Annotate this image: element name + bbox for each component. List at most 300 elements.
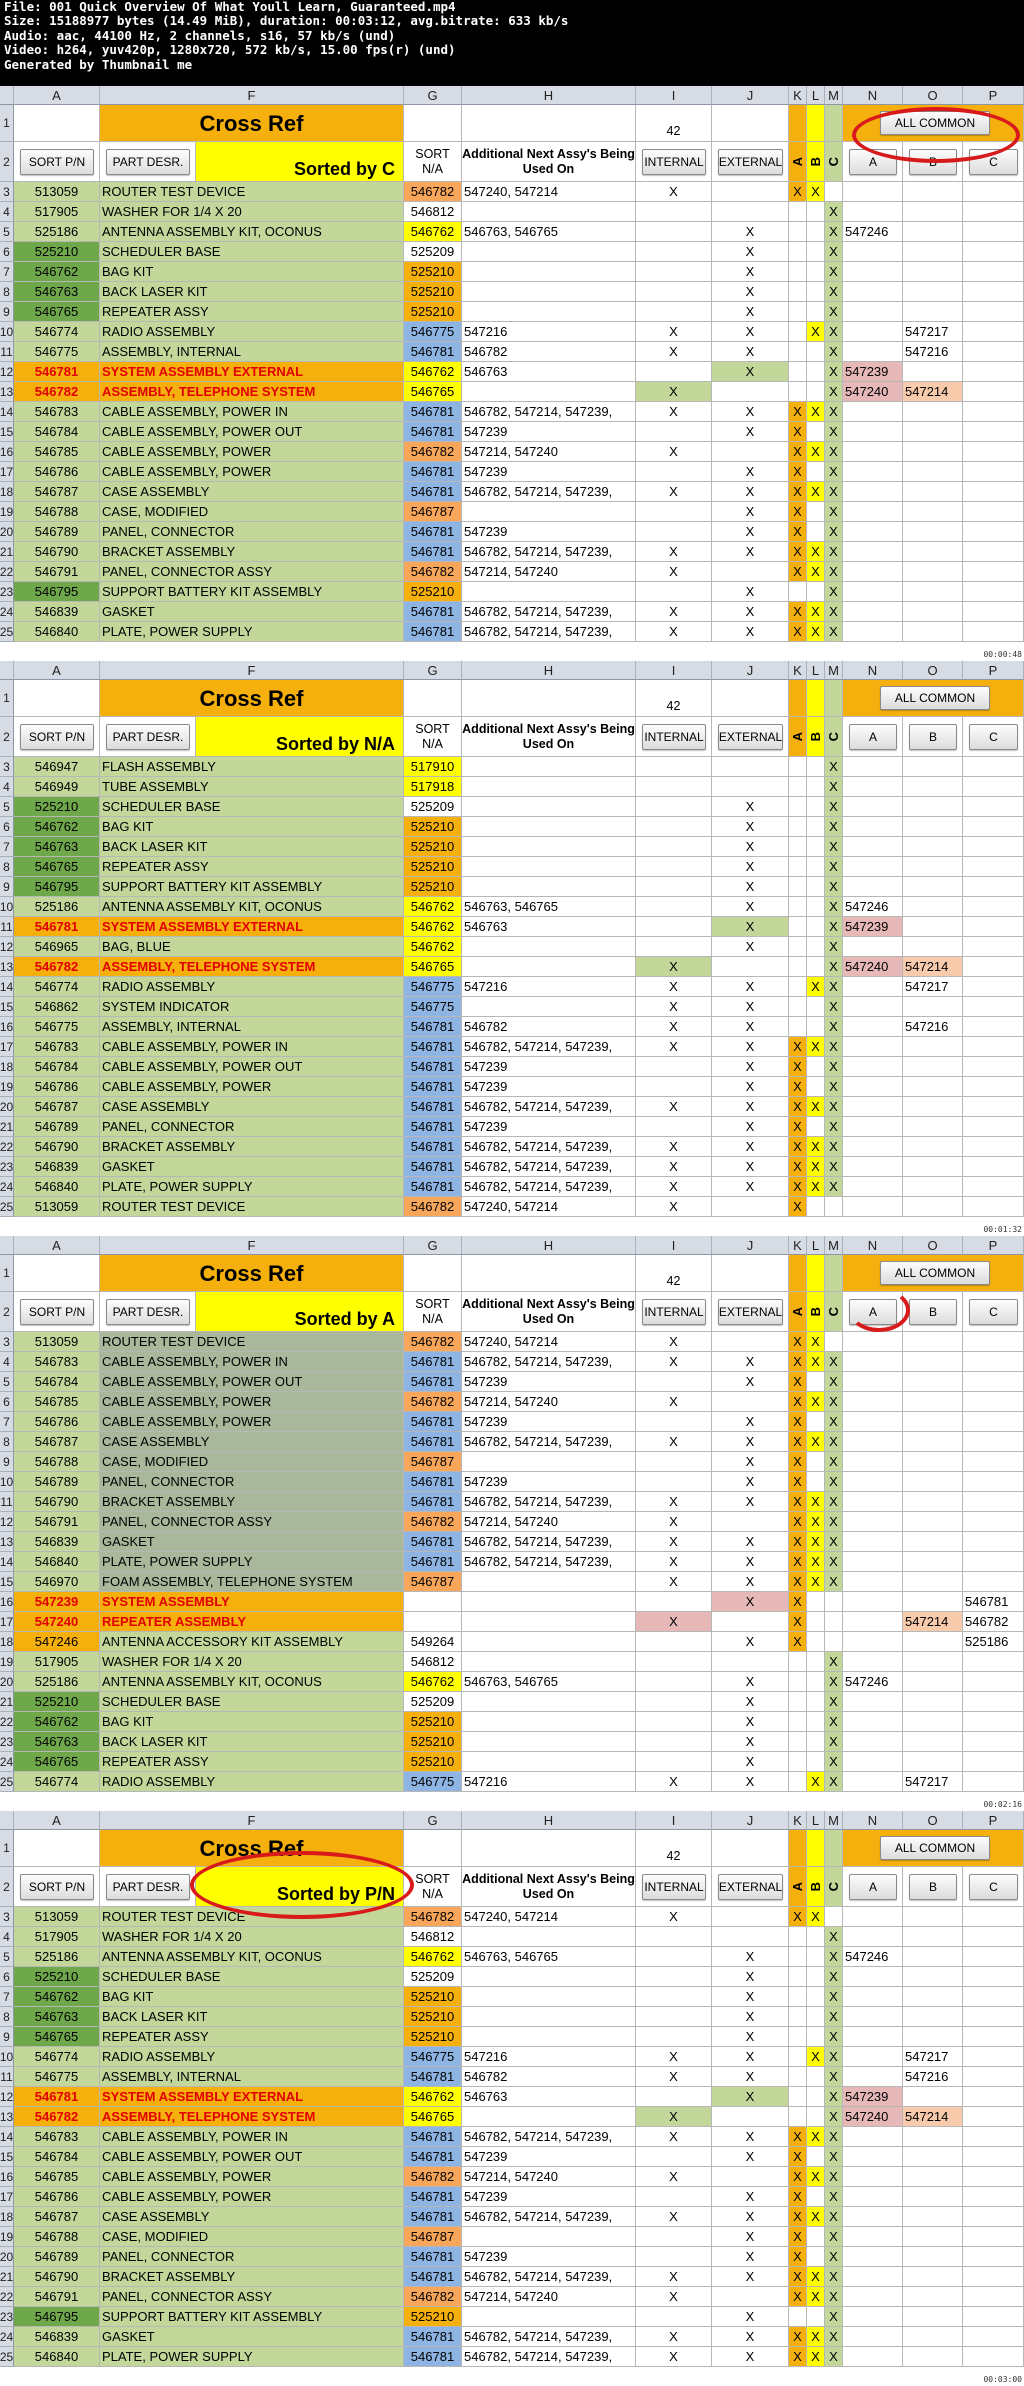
match-a-cell[interactable] xyxy=(843,342,903,362)
part-number-cell[interactable]: 546839 xyxy=(14,2327,100,2347)
internal-cell[interactable]: X xyxy=(636,602,712,622)
flag-b-cell[interactable]: X xyxy=(807,1432,825,1452)
flag-a-cell[interactable] xyxy=(789,582,807,602)
flag-b-cell[interactable] xyxy=(807,242,825,262)
internal-cell[interactable] xyxy=(636,1472,712,1492)
column-header-A[interactable]: A xyxy=(14,1236,100,1255)
filter-a-button[interactable]: A xyxy=(849,149,897,175)
match-a-cell[interactable] xyxy=(843,997,903,1017)
flag-a-cell[interactable]: X xyxy=(789,1097,807,1117)
flag-a-cell[interactable] xyxy=(789,897,807,917)
flag-b-cell[interactable] xyxy=(807,2107,825,2127)
match-c-cell[interactable] xyxy=(963,1432,1024,1452)
match-b-cell[interactable] xyxy=(903,1592,963,1612)
external-cell[interactable]: X xyxy=(712,2087,789,2107)
match-c-cell[interactable] xyxy=(963,1412,1024,1432)
match-a-cell[interactable] xyxy=(843,1532,903,1552)
flag-b-cell[interactable] xyxy=(807,1632,825,1652)
internal-cell[interactable] xyxy=(636,1632,712,1652)
flag-b-cell[interactable]: X xyxy=(807,1572,825,1592)
match-c-cell[interactable] xyxy=(963,2087,1024,2107)
flag-b-cell[interactable] xyxy=(807,1947,825,1967)
match-b-cell[interactable] xyxy=(903,1652,963,1672)
match-a-cell[interactable] xyxy=(843,2327,903,2347)
match-c-cell[interactable] xyxy=(963,2047,1024,2067)
match-b-cell[interactable] xyxy=(903,1947,963,1967)
row-header[interactable]: 19 xyxy=(0,1652,14,1672)
match-b-cell[interactable] xyxy=(903,1177,963,1197)
filter-a-button[interactable]: A xyxy=(849,1874,897,1900)
internal-cell[interactable]: X xyxy=(636,957,712,977)
row-header[interactable]: 25 xyxy=(0,1197,14,1217)
flag-c-cell[interactable]: X xyxy=(825,2307,843,2327)
part-number-cell[interactable]: 546784 xyxy=(14,1372,100,1392)
match-b-cell[interactable] xyxy=(903,2347,963,2367)
match-a-cell[interactable] xyxy=(843,422,903,442)
match-c-cell[interactable] xyxy=(963,817,1024,837)
sort-na-header[interactable]: SORT N/A xyxy=(404,717,462,757)
sort-na-cell[interactable]: 546765 xyxy=(404,382,462,402)
row-header[interactable]: 2 xyxy=(0,717,14,757)
match-b-cell[interactable] xyxy=(903,1057,963,1077)
internal-cell[interactable] xyxy=(636,422,712,442)
flag-c-cell[interactable]: X xyxy=(825,1017,843,1037)
part-number-cell[interactable]: 546785 xyxy=(14,1392,100,1412)
flag-c-cell[interactable]: X xyxy=(825,1712,843,1732)
flag-b-cell[interactable] xyxy=(807,1967,825,1987)
sort-na-cell[interactable]: 525210 xyxy=(404,837,462,857)
flag-a-cell[interactable]: X xyxy=(789,482,807,502)
row-header[interactable]: 25 xyxy=(0,1772,14,1792)
row-header[interactable]: 7 xyxy=(0,262,14,282)
sort-na-cell[interactable]: 525209 xyxy=(404,242,462,262)
external-cell[interactable]: X xyxy=(712,1492,789,1512)
match-b-cell[interactable] xyxy=(903,2267,963,2287)
part-number-cell[interactable]: 546784 xyxy=(14,422,100,442)
match-a-cell[interactable]: 547246 xyxy=(843,897,903,917)
match-a-cell[interactable] xyxy=(843,182,903,202)
row-header[interactable]: 8 xyxy=(0,2007,14,2027)
part-number-cell[interactable]: 546788 xyxy=(14,502,100,522)
external-cell[interactable] xyxy=(712,382,789,402)
external-cell[interactable] xyxy=(712,202,789,222)
external-cell[interactable] xyxy=(712,777,789,797)
flag-c-cell[interactable]: X xyxy=(825,342,843,362)
flag-c-cell[interactable]: X xyxy=(825,2207,843,2227)
external-cell[interactable]: X xyxy=(712,917,789,937)
flag-c-cell[interactable]: X xyxy=(825,1672,843,1692)
flag-c-cell[interactable]: X xyxy=(825,422,843,442)
flag-c-cell[interactable]: X xyxy=(825,817,843,837)
internal-cell[interactable] xyxy=(636,522,712,542)
flag-a-cell[interactable]: X xyxy=(789,1472,807,1492)
sort-na-cell[interactable]: 546775 xyxy=(404,1772,462,1792)
match-a-cell[interactable] xyxy=(843,1987,903,2007)
flag-a-cell[interactable]: X xyxy=(789,1907,807,1927)
internal-cell[interactable]: X xyxy=(636,1512,712,1532)
flag-b-cell[interactable] xyxy=(807,2027,825,2047)
match-b-cell[interactable] xyxy=(903,1452,963,1472)
sort-pn-button[interactable]: SORT P/N xyxy=(20,724,94,750)
row-header[interactable]: 17 xyxy=(0,2187,14,2207)
match-a-cell[interactable] xyxy=(843,1652,903,1672)
flag-a-cell[interactable]: X xyxy=(789,602,807,622)
internal-button[interactable]: INTERNAL xyxy=(642,149,706,175)
flag-b-cell[interactable] xyxy=(807,817,825,837)
row-header[interactable]: 19 xyxy=(0,1077,14,1097)
part-number-cell[interactable]: 546783 xyxy=(14,2127,100,2147)
flag-a-cell[interactable] xyxy=(789,937,807,957)
match-b-cell[interactable] xyxy=(903,182,963,202)
column-header-N[interactable]: N xyxy=(843,1236,903,1255)
flag-c-cell[interactable]: X xyxy=(825,2267,843,2287)
match-b-cell[interactable] xyxy=(903,857,963,877)
row-header[interactable]: 15 xyxy=(0,1572,14,1592)
match-c-cell[interactable] xyxy=(963,1492,1024,1512)
match-b-cell[interactable] xyxy=(903,1907,963,1927)
internal-cell[interactable] xyxy=(636,2147,712,2167)
match-a-cell[interactable] xyxy=(843,1492,903,1512)
match-b-cell[interactable] xyxy=(903,997,963,1017)
part-number-cell[interactable]: 546862 xyxy=(14,997,100,1017)
flag-c-cell[interactable]: X xyxy=(825,1512,843,1532)
internal-cell[interactable] xyxy=(636,262,712,282)
external-cell[interactable] xyxy=(712,757,789,777)
sort-na-cell[interactable]: 525210 xyxy=(404,262,462,282)
part-number-cell[interactable]: 546786 xyxy=(14,462,100,482)
part-number-cell[interactable]: 546789 xyxy=(14,1472,100,1492)
flag-a-cell[interactable]: X xyxy=(789,1157,807,1177)
flag-b-cell[interactable] xyxy=(807,1652,825,1672)
sort-na-cell[interactable]: 546781 xyxy=(404,1077,462,1097)
row-header[interactable]: 1 xyxy=(0,680,14,717)
match-b-cell[interactable] xyxy=(903,262,963,282)
match-a-cell[interactable] xyxy=(843,202,903,222)
part-number-cell[interactable]: 546781 xyxy=(14,2087,100,2107)
match-a-cell[interactable] xyxy=(843,817,903,837)
flag-b-cell[interactable] xyxy=(807,897,825,917)
flag-c-cell[interactable]: X xyxy=(825,302,843,322)
match-a-cell[interactable] xyxy=(843,2187,903,2207)
sort-na-cell[interactable]: 525210 xyxy=(404,877,462,897)
external-cell[interactable]: X xyxy=(712,1732,789,1752)
flag-c-cell[interactable] xyxy=(825,1332,843,1352)
flag-c-cell[interactable]: X xyxy=(825,2027,843,2047)
external-cell[interactable]: X xyxy=(712,1532,789,1552)
row-header[interactable]: 3 xyxy=(0,757,14,777)
internal-cell[interactable] xyxy=(636,797,712,817)
part-number-cell[interactable]: 525186 xyxy=(14,222,100,242)
external-cell[interactable]: X xyxy=(712,857,789,877)
flag-a-cell[interactable]: X xyxy=(789,1412,807,1432)
flag-b-cell[interactable] xyxy=(807,957,825,977)
match-b-cell[interactable] xyxy=(903,2247,963,2267)
sort-na-cell[interactable]: 546762 xyxy=(404,222,462,242)
match-c-cell[interactable] xyxy=(963,2107,1024,2127)
match-a-cell[interactable] xyxy=(843,2207,903,2227)
external-cell[interactable]: X xyxy=(712,817,789,837)
flag-b-cell[interactable] xyxy=(807,1612,825,1632)
row-header[interactable]: 5 xyxy=(0,1372,14,1392)
flag-a-cell[interactable] xyxy=(789,382,807,402)
flag-a-cell[interactable]: X xyxy=(789,2327,807,2347)
column-header-F[interactable]: F xyxy=(100,86,404,105)
flag-a-cell[interactable] xyxy=(789,757,807,777)
internal-cell[interactable] xyxy=(636,1057,712,1077)
flag-c-cell[interactable]: X xyxy=(825,2047,843,2067)
column-header-F[interactable]: F xyxy=(100,1236,404,1255)
flag-c-cell[interactable]: X xyxy=(825,1472,843,1492)
sort-na-cell[interactable]: 546781 xyxy=(404,1157,462,1177)
row-header[interactable]: 15 xyxy=(0,422,14,442)
sort-na-cell[interactable]: 546775 xyxy=(404,977,462,997)
match-b-cell[interactable] xyxy=(903,562,963,582)
external-cell[interactable]: X xyxy=(712,1472,789,1492)
flag-c-cell[interactable]: X xyxy=(825,777,843,797)
sort-na-cell[interactable]: 546782 xyxy=(404,562,462,582)
external-button[interactable]: EXTERNAL xyxy=(718,1874,783,1900)
flag-a-cell[interactable]: X xyxy=(789,1572,807,1592)
match-b-cell[interactable]: 547217 xyxy=(903,977,963,997)
match-c-cell[interactable] xyxy=(963,977,1024,997)
row-header[interactable]: 14 xyxy=(0,977,14,997)
flag-c-cell[interactable]: X xyxy=(825,1652,843,1672)
match-b-cell[interactable] xyxy=(903,877,963,897)
flag-a-cell[interactable]: X xyxy=(789,562,807,582)
flag-b-cell[interactable]: X xyxy=(807,1512,825,1532)
flag-c-cell[interactable]: X xyxy=(825,2087,843,2107)
match-b-cell[interactable] xyxy=(903,1927,963,1947)
internal-cell[interactable]: X xyxy=(636,1332,712,1352)
flag-a-cell[interactable]: X xyxy=(789,1432,807,1452)
row-header[interactable]: 9 xyxy=(0,1452,14,1472)
match-b-cell[interactable] xyxy=(903,2087,963,2107)
part-number-cell[interactable]: 546790 xyxy=(14,542,100,562)
column-header-A[interactable]: A xyxy=(14,1811,100,1830)
part-number-cell[interactable]: 517905 xyxy=(14,1927,100,1947)
part-number-cell[interactable]: 546788 xyxy=(14,2227,100,2247)
match-a-cell[interactable] xyxy=(843,2007,903,2027)
sort-na-cell[interactable]: 546775 xyxy=(404,2047,462,2067)
match-a-cell[interactable] xyxy=(843,2127,903,2147)
flag-b-cell[interactable]: X xyxy=(807,1392,825,1412)
row-header[interactable]: 15 xyxy=(0,2147,14,2167)
sort-na-cell[interactable]: 546762 xyxy=(404,1672,462,1692)
row-header[interactable]: 7 xyxy=(0,1412,14,1432)
internal-cell[interactable] xyxy=(636,2187,712,2207)
flag-c-cell[interactable]: X xyxy=(825,997,843,1017)
flag-a-cell[interactable] xyxy=(789,1772,807,1792)
match-c-cell[interactable] xyxy=(963,262,1024,282)
match-c-cell[interactable] xyxy=(963,2167,1024,2187)
flag-b-cell[interactable]: X xyxy=(807,482,825,502)
internal-cell[interactable] xyxy=(636,917,712,937)
row-header[interactable]: 4 xyxy=(0,777,14,797)
internal-cell[interactable]: X xyxy=(636,1097,712,1117)
sort-na-cell[interactable]: 546782 xyxy=(404,1907,462,1927)
internal-cell[interactable]: X xyxy=(636,1907,712,1927)
match-c-cell[interactable] xyxy=(963,402,1024,422)
select-all-corner[interactable] xyxy=(0,1236,14,1255)
sort-na-cell[interactable]: 525210 xyxy=(404,2307,462,2327)
row-header[interactable]: 13 xyxy=(0,1532,14,1552)
match-a-cell[interactable] xyxy=(843,757,903,777)
match-b-cell[interactable] xyxy=(903,602,963,622)
column-header-L[interactable]: L xyxy=(807,1236,825,1255)
part-number-cell[interactable]: 546786 xyxy=(14,1077,100,1097)
flag-b-cell[interactable] xyxy=(807,1197,825,1217)
sort-na-header[interactable]: SORT N/A xyxy=(404,1292,462,1332)
sort-na-cell[interactable]: 546781 xyxy=(404,1372,462,1392)
internal-cell[interactable] xyxy=(636,1987,712,2007)
row-header[interactable]: 12 xyxy=(0,1512,14,1532)
filter-c-button[interactable]: C xyxy=(969,1874,1018,1900)
match-c-cell[interactable] xyxy=(963,857,1024,877)
column-header-I[interactable]: I xyxy=(636,86,712,105)
match-a-cell[interactable] xyxy=(843,1017,903,1037)
match-a-cell[interactable] xyxy=(843,1612,903,1632)
sort-na-cell[interactable]: 546782 xyxy=(404,2287,462,2307)
flag-a-cell[interactable]: X xyxy=(789,2187,807,2207)
sort-na-cell[interactable]: 546812 xyxy=(404,1927,462,1947)
part-number-cell[interactable]: 546762 xyxy=(14,1987,100,2007)
row-header[interactable]: 6 xyxy=(0,817,14,837)
flag-a-cell[interactable]: X xyxy=(789,2127,807,2147)
flag-b-cell[interactable]: X xyxy=(807,1157,825,1177)
internal-cell[interactable] xyxy=(636,1967,712,1987)
match-a-cell[interactable] xyxy=(843,1712,903,1732)
match-c-cell[interactable] xyxy=(963,422,1024,442)
flag-b-cell[interactable]: X xyxy=(807,442,825,462)
column-header-L[interactable]: L xyxy=(807,1811,825,1830)
match-a-cell[interactable] xyxy=(843,322,903,342)
match-c-cell[interactable] xyxy=(963,2347,1024,2367)
match-c-cell[interactable] xyxy=(963,302,1024,322)
internal-cell[interactable]: X xyxy=(636,2067,712,2087)
match-b-cell[interactable] xyxy=(903,2327,963,2347)
match-b-cell[interactable] xyxy=(903,482,963,502)
external-cell[interactable]: X xyxy=(712,1552,789,1572)
flag-a-cell[interactable] xyxy=(789,2007,807,2027)
external-button[interactable]: EXTERNAL xyxy=(718,149,783,175)
internal-cell[interactable] xyxy=(636,1712,712,1732)
flag-a-cell[interactable]: X xyxy=(789,2267,807,2287)
flag-a-cell[interactable] xyxy=(789,797,807,817)
match-a-cell[interactable] xyxy=(843,1472,903,1492)
sort-na-cell[interactable]: 546781 xyxy=(404,1432,462,1452)
match-c-cell[interactable] xyxy=(963,582,1024,602)
part-desc-button[interactable]: PART DESR. xyxy=(106,149,190,175)
flag-a-cell[interactable] xyxy=(789,1732,807,1752)
match-b-cell[interactable] xyxy=(903,542,963,562)
flag-b-cell[interactable]: X xyxy=(807,977,825,997)
external-cell[interactable]: X xyxy=(712,897,789,917)
internal-cell[interactable] xyxy=(636,1752,712,1772)
flag-c-cell[interactable]: X xyxy=(825,757,843,777)
match-a-cell[interactable] xyxy=(843,977,903,997)
match-a-cell[interactable] xyxy=(843,2067,903,2087)
match-b-cell[interactable] xyxy=(903,797,963,817)
column-header-L[interactable]: L xyxy=(807,661,825,680)
match-a-cell[interactable] xyxy=(843,1512,903,1532)
external-cell[interactable] xyxy=(712,562,789,582)
internal-cell[interactable] xyxy=(636,1372,712,1392)
external-cell[interactable]: X xyxy=(712,1772,789,1792)
flag-b-cell[interactable] xyxy=(807,582,825,602)
match-b-cell[interactable]: 547216 xyxy=(903,342,963,362)
flag-a-cell[interactable] xyxy=(789,302,807,322)
external-cell[interactable] xyxy=(712,1927,789,1947)
flag-a-cell[interactable] xyxy=(789,1652,807,1672)
flag-c-cell[interactable] xyxy=(825,1632,843,1652)
external-cell[interactable]: X xyxy=(712,402,789,422)
match-c-cell[interactable] xyxy=(963,2147,1024,2167)
flag-a-cell[interactable]: X xyxy=(789,1077,807,1097)
sort-na-cell[interactable]: 525210 xyxy=(404,1752,462,1772)
match-c-cell[interactable] xyxy=(963,777,1024,797)
row-header[interactable]: 18 xyxy=(0,1632,14,1652)
match-a-cell[interactable] xyxy=(843,1372,903,1392)
internal-cell[interactable] xyxy=(636,2027,712,2047)
sort-na-cell[interactable]: 546781 xyxy=(404,1552,462,1572)
match-b-cell[interactable] xyxy=(903,362,963,382)
match-b-cell[interactable] xyxy=(903,1137,963,1157)
match-b-cell[interactable] xyxy=(903,1332,963,1352)
part-number-cell[interactable]: 546789 xyxy=(14,522,100,542)
flag-c-cell[interactable]: X xyxy=(825,1037,843,1057)
internal-cell[interactable] xyxy=(636,817,712,837)
part-number-cell[interactable]: 546947 xyxy=(14,757,100,777)
flag-b-cell[interactable] xyxy=(807,937,825,957)
row-header[interactable]: 14 xyxy=(0,2127,14,2147)
external-cell[interactable]: X xyxy=(712,2187,789,2207)
flag-a-cell[interactable]: X xyxy=(789,462,807,482)
flag-b-cell[interactable]: X xyxy=(807,1552,825,1572)
match-a-cell[interactable]: 547239 xyxy=(843,362,903,382)
all-common-button[interactable]: ALL COMMON xyxy=(880,686,990,710)
sort-na-cell[interactable]: 546782 xyxy=(404,1392,462,1412)
flag-c-cell[interactable]: X xyxy=(825,1177,843,1197)
part-number-cell[interactable]: 525210 xyxy=(14,1967,100,1987)
flag-c-cell[interactable]: X xyxy=(825,2347,843,2367)
row-header[interactable]: 3 xyxy=(0,1907,14,1927)
filter-a-button[interactable]: A xyxy=(849,1299,897,1325)
match-b-cell[interactable] xyxy=(903,817,963,837)
row-header[interactable]: 20 xyxy=(0,522,14,542)
flag-c-cell[interactable]: X xyxy=(825,582,843,602)
column-header-N[interactable]: N xyxy=(843,661,903,680)
sort-na-cell[interactable]: 525210 xyxy=(404,1732,462,1752)
internal-cell[interactable]: X xyxy=(636,1492,712,1512)
flag-b-cell[interactable]: X xyxy=(807,402,825,422)
flag-c-cell[interactable]: X xyxy=(825,1732,843,1752)
match-b-cell[interactable]: 547217 xyxy=(903,2047,963,2067)
external-button[interactable]: EXTERNAL xyxy=(718,724,783,750)
match-a-cell[interactable] xyxy=(843,1412,903,1432)
flag-a-cell[interactable]: X xyxy=(789,2287,807,2307)
match-c-cell[interactable] xyxy=(963,2307,1024,2327)
flag-a-cell[interactable]: X xyxy=(789,2347,807,2367)
row-header[interactable]: 16 xyxy=(0,1592,14,1612)
match-b-cell[interactable] xyxy=(903,1492,963,1512)
flag-c-cell[interactable]: X xyxy=(825,2147,843,2167)
sort-na-cell[interactable]: 546781 xyxy=(404,1057,462,1077)
part-number-cell[interactable]: 546763 xyxy=(14,1732,100,1752)
row-header[interactable]: 18 xyxy=(0,482,14,502)
part-number-cell[interactable]: 546762 xyxy=(14,262,100,282)
column-header-P[interactable]: P xyxy=(963,1811,1024,1830)
match-c-cell[interactable] xyxy=(963,1372,1024,1392)
